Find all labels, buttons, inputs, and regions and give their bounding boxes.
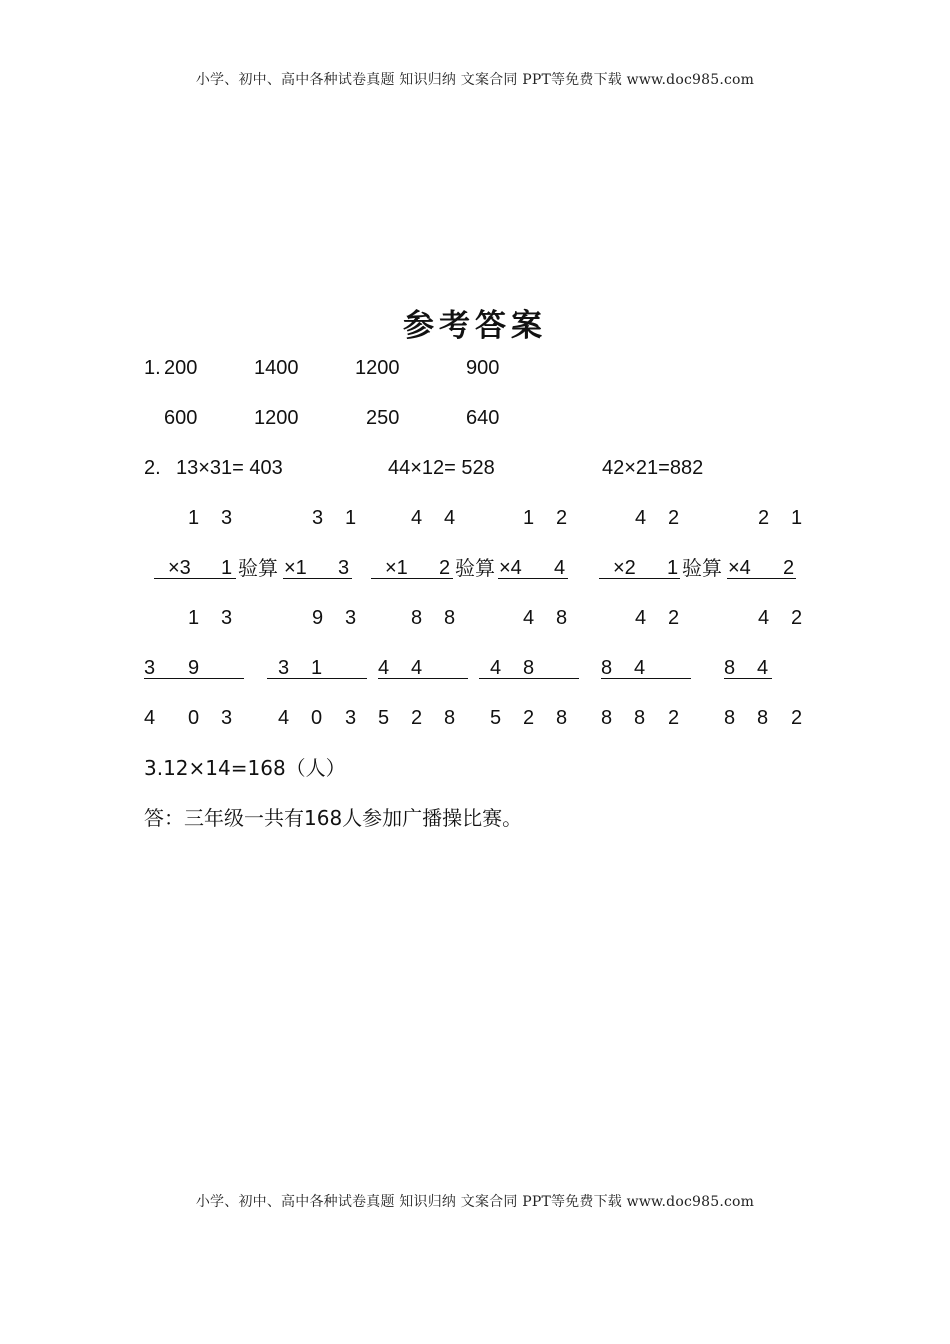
digit: 8 — [523, 657, 535, 679]
digit: 3 — [221, 507, 233, 529]
digit: 2 — [668, 607, 680, 629]
digit: 8 — [757, 707, 769, 729]
digit: 3 — [338, 557, 350, 579]
digit: 2 — [439, 557, 451, 579]
digit: 4 — [411, 507, 423, 529]
digit: 4 — [635, 507, 647, 529]
q1-answer: 1200 — [254, 407, 299, 429]
digit: 4 — [634, 657, 646, 679]
digit: 8 — [724, 707, 736, 729]
underline — [498, 578, 568, 579]
q2-equation: 44×12= 528 — [388, 457, 495, 479]
digit: 1 — [188, 607, 200, 629]
underline — [479, 678, 579, 679]
q2-equation: 13×31= 403 — [176, 457, 283, 479]
digit: 2 — [523, 707, 535, 729]
digit: 2 — [668, 507, 680, 529]
digit: 4 — [490, 657, 502, 679]
digit: 8 — [444, 707, 456, 729]
page-title: 参考答案 — [403, 308, 547, 344]
digit: 4 — [411, 657, 423, 679]
digit: 3 — [221, 707, 233, 729]
digit: 1 — [791, 507, 803, 529]
underline — [599, 578, 680, 579]
digit: 8 — [634, 707, 646, 729]
digit: 1 — [523, 507, 535, 529]
digit: 5 — [378, 707, 390, 729]
digit: 2 — [668, 707, 680, 729]
digit: 2 — [791, 707, 803, 729]
digit: 8 — [444, 607, 456, 629]
multiplier: ×1 — [385, 557, 408, 579]
multiplier: ×1 — [284, 557, 307, 579]
digit: 4 — [523, 607, 535, 629]
multiplier: ×4 — [728, 557, 751, 579]
digit: 9 — [188, 657, 200, 679]
digit: 4 — [444, 507, 456, 529]
q1-answer: 1400 — [254, 357, 299, 379]
digit: 8 — [556, 607, 568, 629]
digit: 1 — [667, 557, 679, 579]
check-label: 验算 — [238, 556, 278, 580]
q3-equation: 3.12×14=168（人） — [144, 756, 346, 780]
digit: 8 — [724, 657, 736, 679]
q1-answer: 900 — [466, 357, 500, 379]
digit: 8 — [411, 607, 423, 629]
multiplier: ×3 — [168, 557, 191, 579]
digit: 0 — [188, 707, 200, 729]
q1-answer: 600 — [164, 407, 198, 429]
multiplier: ×2 — [613, 557, 636, 579]
digit: 4 — [378, 657, 390, 679]
digit: 2 — [758, 507, 770, 529]
digit: 8 — [601, 707, 613, 729]
q3-answer: 答：三年级一共有168人参加广播操比赛。 — [144, 806, 523, 830]
q2-equation: 42×21=882 — [602, 457, 704, 479]
underline — [283, 578, 352, 579]
digit: 8 — [556, 707, 568, 729]
q1-answer: 1200 — [355, 357, 400, 379]
check-label: 验算 — [682, 556, 722, 580]
underline — [154, 578, 236, 579]
digit: 9 — [312, 607, 324, 629]
digit: 4 — [554, 557, 566, 579]
digit: 1 — [345, 507, 357, 529]
digit: 4 — [635, 607, 647, 629]
q1-answer: 250 — [366, 407, 400, 429]
digit: 8 — [601, 657, 613, 679]
digit: 5 — [490, 707, 502, 729]
digit: 3 — [278, 657, 290, 679]
digit: 1 — [311, 657, 323, 679]
underline — [144, 678, 244, 679]
digit: 2 — [411, 707, 423, 729]
digit: 3 — [221, 607, 233, 629]
digit: 3 — [312, 507, 324, 529]
underline — [267, 678, 367, 679]
digit: 1 — [188, 507, 200, 529]
digit: 2 — [791, 607, 803, 629]
page-footer: 小学、初中、高中各种试卷真题 知识归纳 文案合同 PPT等免费下载 www.doc985.com — [195, 1194, 755, 1210]
q2-label: 2. — [144, 457, 161, 479]
multiplier: ×4 — [499, 557, 522, 579]
digit: 2 — [556, 507, 568, 529]
digit: 3 — [345, 707, 357, 729]
check-label: 验算 — [455, 556, 495, 580]
underline — [601, 678, 691, 679]
page-header: 小学、初中、高中各种试卷真题 知识归纳 文案合同 PPT等免费下载 www.doc985.com — [195, 72, 755, 88]
q1-answer: 640 — [466, 407, 500, 429]
q1-answer: 200 — [164, 357, 198, 379]
digit: 2 — [783, 557, 795, 579]
digit: 4 — [758, 607, 770, 629]
digit: 1 — [221, 557, 233, 579]
underline — [727, 578, 796, 579]
digit: 0 — [311, 707, 323, 729]
digit: 3 — [144, 657, 156, 679]
underline — [378, 678, 468, 679]
underline — [371, 578, 453, 579]
q1-label: 1. — [144, 357, 161, 379]
digit: 4 — [278, 707, 290, 729]
digit: 4 — [757, 657, 769, 679]
underline — [724, 678, 772, 679]
digit: 3 — [345, 607, 357, 629]
digit: 4 — [144, 707, 156, 729]
